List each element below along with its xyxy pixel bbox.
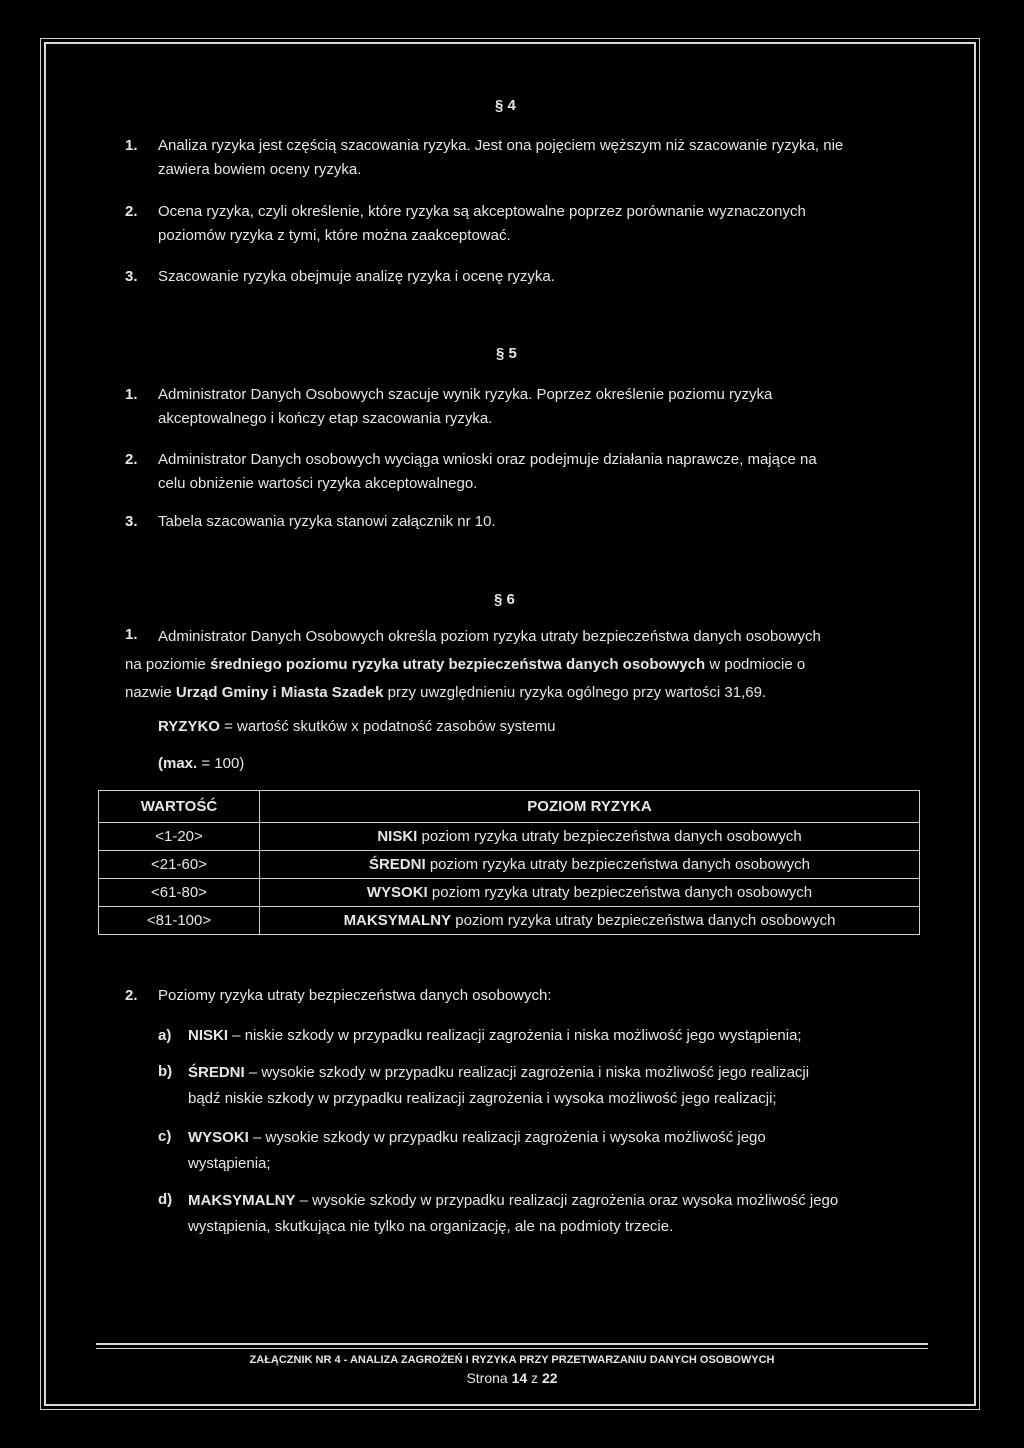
sub-c-text: WYSOKI – wysokie szkody w przypadku realizacji zagrożenia i wysoka możliwość jego wystąpienia; — [188, 1129, 766, 1172]
table-row — [99, 851, 920, 879]
table-cell-level: ŚREDNI poziom ryzyka utraty bezpieczeństwa danych osobowych — [260, 851, 920, 879]
footer-title: ZAŁĄCZNIK NR 4 - ANALIZA ZAGROŻEŃ I RYZYKA PRZY PRZETWARZANIU DANYCH OSOBOWYCH — [249, 1354, 775, 1366]
table-cell-level: NISKI poziom ryzyka utraty bezpieczeństwa danych osobowych — [260, 823, 920, 851]
sub-b-text: ŚREDNI – wysokie szkody w przypadku realizacji zagrożenia i niska możliwość jego realizacji bądź niskie szkody w przypadku realizacji zagrożenia i wysoka możliwość jego realizacji; — [188, 1064, 810, 1107]
risk-level-table — [98, 790, 920, 935]
sec4-item3-line1: Szacowanie ryzyka obejmuje analizę ryzyka i ocenę ryzyka. — [158, 268, 555, 285]
sub-d-text: MAKSYMALNY – wysokie szkody w przypadku realizacji zagrożenia oraz wysoka możliwość jego wystąpienia, skutkująca nie tylko na organizację, ale na podmioty trzecie. — [188, 1192, 839, 1235]
table-row — [99, 907, 920, 935]
sec5-item3-text — [158, 510, 938, 534]
risk-max-note: (max. = 100) — [158, 755, 245, 772]
sec6-item1-line3: nazwie Urząd Gminy i Miasta Szadek przy uwzględnieniu ryzyka ogólnego przy wartości 31,69. — [125, 684, 767, 701]
sec5-item1-text — [158, 383, 938, 431]
table-cell-value: <61-80> — [99, 879, 260, 907]
sec5-item2-line1: Administrator Danych osobowych wyciąga wnioski oraz podejmuje działania naprawcze, mające na — [158, 451, 817, 468]
sec6-item1-text — [158, 623, 948, 651]
sec5-item3-line1: Tabela szacowania ryzyka stanowi załącznik nr 10. — [158, 513, 496, 530]
footer-divider-thin — [96, 1348, 928, 1349]
table-cell-level: MAKSYMALNY poziom ryzyka utraty bezpieczeństwa danych osobowych — [260, 907, 920, 935]
section-5-heading: § 5 — [496, 345, 517, 362]
sec6-item2-text: Poziomy ryzyka utraty bezpieczeństwa danych osobowych: — [158, 987, 552, 1004]
sec6-item1-line1: Administrator Danych Osobowych określa poziom ryzyka utraty bezpieczeństwa danych osobowych — [158, 628, 821, 645]
sec6-item2-number: 2. — [125, 987, 138, 1004]
sec4-item2-text — [158, 200, 938, 248]
sec5-item1-line1: Administrator Danych Osobowych szacuje wynik ryzyka. Poprzez określenie poziomu ryzyka — [158, 386, 773, 403]
sec5-item2-number: 2. — [125, 451, 138, 468]
sub-a-letter: a) — [158, 1027, 172, 1044]
sec4-item1-text — [158, 134, 938, 182]
table-cell-value: <1-20> — [99, 823, 260, 851]
table-header-row — [99, 791, 920, 823]
sub-c-letter: c) — [158, 1128, 172, 1145]
sec4-item3-number: 3. — [125, 268, 138, 285]
sec5-item3-number: 3. — [125, 513, 138, 530]
table-row — [99, 879, 920, 907]
section-6-heading: § 6 — [494, 591, 515, 608]
sec4-item1-number: 1. — [125, 137, 138, 154]
sec5-item1-line2: akceptowalnego i kończy etap szacowania ryzyka. — [158, 410, 493, 427]
sec5-item2-line2: celu obniżenie wartości ryzyka akceptowalnego. — [158, 475, 478, 492]
footer-page-number: Strona 14 z 22 — [466, 1370, 558, 1386]
table-header-value: WARTOŚĆ — [99, 791, 260, 823]
sec5-item2-text — [158, 448, 938, 496]
sec5-item1-number: 1. — [125, 386, 138, 403]
risk-formula: RYZYKO = wartość skutków x podatność zasobów systemu — [158, 718, 556, 735]
section-4-heading: § 4 — [495, 97, 516, 114]
sec4-item1-line2: zawiera bowiem oceny ryzyka. — [158, 161, 362, 178]
table-cell-value: <81-100> — [99, 907, 260, 935]
sub-d-letter: d) — [158, 1191, 173, 1208]
sec4-item1-line1: Analiza ryzyka jest częścią szacowania ryzyka. Jest ona pojęciem węższym niż szacowanie ryzyka, nie — [158, 137, 844, 154]
sec6-item1-number: 1. — [125, 626, 138, 643]
sec4-item3-text — [158, 265, 938, 289]
sec6-item1-continuation — [125, 651, 935, 707]
footer-divider-thick — [96, 1343, 928, 1345]
sub-a-text: NISKI – niskie szkody w przypadku realizacji zagrożenia i niska możliwość jego wystąpienia; — [188, 1027, 802, 1044]
sec4-item2-number: 2. — [125, 203, 138, 220]
sec4-item2-line2: poziomów ryzyka z tymi, które można zaakceptować. — [158, 227, 511, 244]
table-header-level: POZIOM RYZYKA — [260, 791, 920, 823]
table-cell-value: <21-60> — [99, 851, 260, 879]
sec4-item2-line1: Ocena ryzyka, czyli określenie, które ryzyka są akceptowalne poprzez porównanie wyznaczonych — [158, 203, 806, 220]
sub-b-letter: b) — [158, 1063, 173, 1080]
table-cell-level: WYSOKI poziom ryzyka utraty bezpieczeństwa danych osobowych — [260, 879, 920, 907]
table-row — [99, 823, 920, 851]
sec6-item1-line2: na poziomie średniego poziomu ryzyka utraty bezpieczeństwa danych osobowych w podmiocie o — [125, 656, 806, 673]
